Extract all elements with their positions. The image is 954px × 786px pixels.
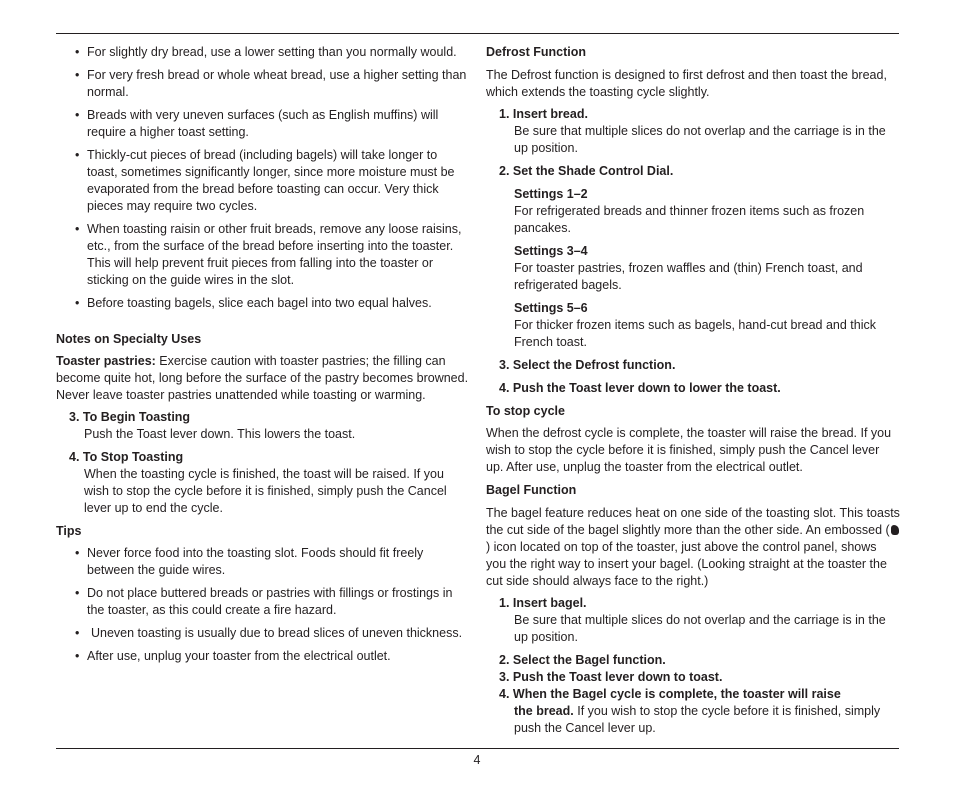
specialty-uses-heading: Notes on Specialty Uses — [56, 332, 202, 346]
bagel-step-select: 2. Select the Bagel function. — [499, 653, 666, 667]
bagel-heading: Bagel Function — [486, 483, 577, 497]
stop-cycle-text: When the defrost cycle is complete, the toaster will raise the bread. If you wish to stop the cycle before it is finished, simply push the Cancel lever up. After use, unplug the toaster from the electrical outlet. — [486, 426, 892, 474]
bagel-text-end: ) icon located on top of the toaster, just above the control panel, shows you the right way to insert your bagel. (Looking straight at the toaster the cut side should always face to the right.) — [486, 540, 887, 588]
bagel-text-start: The bagel feature reduces heat on one side of the toasting slot. This toasts the cut side of the bagel slightly more than the other side. An embossed ( — [486, 506, 900, 537]
step-heading: 2. Set the Shade Control Dial. — [499, 164, 674, 178]
step-heading: 4. To Stop Toasting — [69, 450, 184, 464]
defrost-step-select: 3. Select the Defrost function. — [499, 358, 676, 372]
defrost-step-insert-bread — [486, 106, 900, 157]
toast-setting-tips — [56, 44, 470, 312]
step-text: Be sure that multiple slices do not overlap and the carriage is in the up position. — [514, 124, 886, 155]
list-item: • Do not place buttered breads or pastries with fillings or frostings in the toaster, as this could create a fire hazard. — [56, 585, 470, 619]
settings-label: Settings 3–4 — [514, 244, 588, 258]
list-item: • For slightly dry bread, use a lower setting than you normally would. — [56, 44, 470, 61]
step-text-rest: If you wish to stop the cycle before it is finished, simply push the Cancel lever up. — [514, 704, 881, 735]
settings-3-4 — [486, 243, 900, 294]
defrost-step-shade-dial — [486, 163, 900, 180]
step-text: Be sure that multiple slices do not overlap and the carriage is in the up position. — [514, 613, 886, 644]
page-number: 4 — [473, 753, 481, 767]
step-text — [499, 703, 900, 737]
top-rule — [56, 33, 899, 34]
settings-5-6 — [486, 300, 900, 351]
step-heading: 4. When the Bagel cycle is complete, the toaster will raise — [499, 687, 841, 701]
pastries-text: Exercise caution with toaster pastries; the filling can become quite hot, long before the surface of the pastry becomes browned. Never leave toaster pastries unattended while toasting or warming. — [56, 354, 469, 402]
step-heading: 1. Insert bread. — [499, 107, 588, 121]
bagel-step-complete — [486, 686, 900, 737]
step-text: Push the Toast lever down. This lowers the toast. — [84, 427, 356, 441]
bottom-rule — [56, 748, 899, 749]
settings-1-2 — [486, 186, 900, 237]
list-item: • Never force food into the toasting slot. Foods should fit freely between the guide wires. — [56, 545, 470, 579]
list-item: • After use, unplug your toaster from the electrical outlet. — [56, 648, 470, 665]
list-item: • Uneven toasting is usually due to bread slices of uneven thickness. — [56, 625, 470, 642]
step-heading: 3. To Begin Toasting — [69, 410, 191, 424]
list-item: • Before toasting bagels, slice each bagel into two equal halves. — [56, 295, 470, 312]
bagel-intro — [486, 505, 900, 590]
tips-list — [56, 545, 470, 665]
settings-text: For thicker frozen items such as bagels, hand-cut bread and thick French toast. — [514, 318, 876, 349]
right-column — [486, 44, 900, 737]
toaster-pastries-paragraph — [56, 353, 470, 404]
defrost-step-push-lever: 4. Push the Toast lever down to lower the toast. — [499, 381, 781, 395]
defrost-intro: The Defrost function is designed to first defrost and then toast the bread, which extends the toasting cycle slightly. — [486, 68, 887, 99]
list-item: • For very fresh bread or whole wheat bread, use a higher setting than normal. — [56, 67, 470, 101]
tips-heading: Tips — [56, 524, 82, 538]
settings-text: For toaster pastries, frozen waffles and (thin) French toast, and refrigerated bagels. — [514, 261, 863, 292]
list-item: • When toasting raisin or other fruit breads, remove any loose raisins, etc., from the surface of the bread before inserting into the toaster. This will help prevent fruit pieces from falling into the toaster or sticking on the guide wires in the slot. — [56, 221, 470, 289]
step-begin-toasting — [56, 409, 470, 443]
settings-label: Settings 1–2 — [514, 187, 588, 201]
step-text: When the toasting cycle is finished, the toast will be raised. If you wish to stop the cycle before it is finished, simply push the Cancel lever up to end the cycle. — [84, 467, 447, 515]
list-item: • Breads with very uneven surfaces (such as English muffins) will require a higher toast setting. — [56, 107, 470, 141]
bagel-step-push-lever: 3. Push the Toast lever down to toast. — [499, 670, 723, 684]
left-column — [56, 44, 470, 671]
stop-cycle-heading: To stop cycle — [486, 404, 565, 418]
settings-text: For refrigerated breads and thinner frozen items such as frozen pancakes. — [514, 204, 865, 235]
bagel-icon — [891, 525, 899, 535]
step-heading: 1. Insert bagel. — [499, 596, 587, 610]
step-text-bold: the bread. — [514, 704, 574, 718]
settings-label: Settings 5–6 — [514, 301, 588, 315]
step-stop-toasting — [56, 449, 470, 517]
bagel-step-insert — [486, 595, 900, 646]
pastries-label: Toaster pastries: — [56, 354, 156, 368]
list-item: • Thickly-cut pieces of bread (including bagels) will take longer to toast, sometimes significantly longer, since more moisture must be evaporated from the bread before toasting can occur. Very thick pieces may require two cycles. — [56, 147, 470, 215]
defrost-heading: Defrost Function — [486, 45, 586, 59]
